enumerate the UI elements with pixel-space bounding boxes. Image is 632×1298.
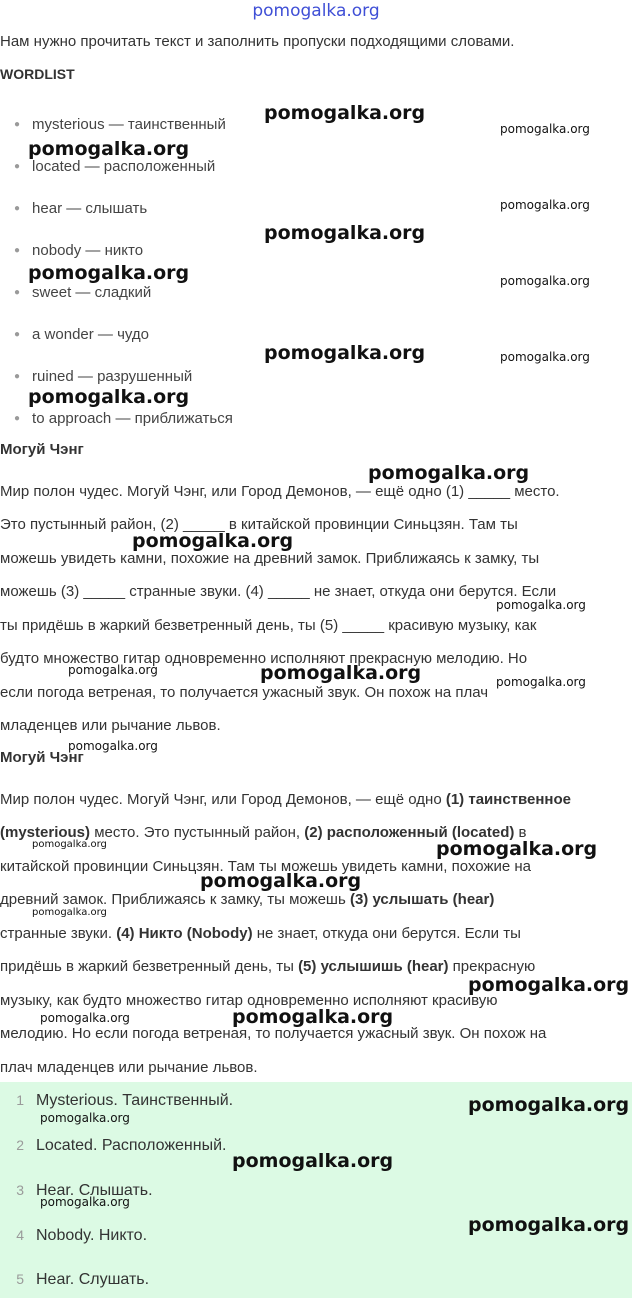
solution-line: плач младенцев или рычание львов. [0,1059,258,1076]
task-line: можешь увидеть камни, похожие на древний замок. Приближаясь к замку, ты [0,550,540,567]
watermark: pomogalka.org [132,530,294,552]
watermark: pomogalka.org [32,907,107,918]
task-line: Это пустынный район, (2) _____ в китайской провинции Синьцзян. Там ты [0,516,518,533]
watermark: pomogalka.org [500,274,590,288]
wordlist-item [14,158,215,175]
bullet-icon: ● [14,287,21,298]
wordlist-item-text: located — расположенный [32,158,216,175]
solution-line: Мир полон чудес. Могуй Чэнг, или Город Демонов, — ещё одно (1) таинственное [0,791,571,808]
watermark: pomogalka.org [68,739,158,753]
solution-line: китайской провинции Синьцзян. Там ты можешь увидеть камни, похожие на [0,858,531,875]
watermark: pomogalka.org [28,386,190,408]
wordlist-item-text: nobody — никто [32,242,144,259]
watermark: pomogalka.org [264,102,426,124]
watermark: pomogalka.org [32,839,107,850]
filled-answer: (mysterious) [0,824,91,841]
bullet-icon: ● [14,245,21,256]
answer-text: Hear. Слышать. [36,1182,153,1199]
watermark: pomogalka.org [264,342,426,364]
task-title: Могуй Чэнг [0,441,84,458]
task-line: будто множество гитар одновременно исполняют прекрасную мелодию. Но [0,650,528,667]
wordlist-item-text: sweet — сладкий [32,284,152,301]
watermark: pomogalka.org [436,838,598,860]
answer-row [0,1092,233,1110]
wordlist-item [14,242,143,259]
wordlist-item-text: ruined — разрушенный [32,368,193,385]
watermark: pomogalka.org [368,462,530,484]
watermark: pomogalka.org [232,1150,394,1172]
watermark: pomogalka.org [500,350,590,364]
watermark: pomogalka.org [40,1195,130,1209]
bullet-icon: ● [14,203,21,214]
answer-number: 5 [16,1271,24,1287]
wordlist-item [14,284,151,301]
answer-row [0,1227,147,1245]
filled-answer: (1) таинственное [445,791,571,808]
wordlist-item-text: to approach — приближаться [32,410,233,427]
watermark: pomogalka.org [264,222,426,244]
wordlist-item-text: hear — слышать [32,200,148,217]
solution-line: древний замок. Приближаясь к замку, ты можешь (3) услышать (hear) [0,891,495,908]
task-line: ты придёшь в жаркий безветренный день, ты (5) _____ красивую музыку, как [0,617,537,634]
answer-text: Nobody. Никто. [36,1227,148,1244]
filled-answer: (2) расположенный (located) [304,824,515,841]
answer-number: 1 [16,1092,24,1108]
wordlist-item [14,368,192,385]
task-line: можешь (3) _____ странные звуки. (4) _____ не знает, откуда они берутся. Если [0,583,557,600]
bullet-icon: ● [14,161,21,172]
watermark: pomogalka.org [40,1111,130,1125]
filled-answer: (3) услышать (hear) [349,891,495,908]
solution-line: странные звуки. (4) Никто (Nobody) не знает, откуда они берутся. Если ты [0,925,521,942]
answer-number: 2 [16,1137,24,1153]
watermark: pomogalka.org [200,870,362,892]
watermark: pomogalka.org [28,262,190,284]
wordlist-item [14,326,149,343]
task-line: младенцев или рычание львов. [0,717,221,734]
bullet-icon: ● [14,413,21,424]
bullet-icon: ● [14,119,21,130]
task-line: если погода ветреная, то получается ужасный звук. Он похож на плач [0,684,489,701]
task-line: Мир полон чудес. Могуй Чэнг, или Город Демонов, — ещё одно (1) _____ место. [0,483,560,500]
answer-text: Located. Расположенный. [36,1137,227,1154]
bullet-icon: ● [14,329,21,340]
filled-answer: (4) Никто (Nobody) [116,925,253,942]
watermark: pomogalka.org [500,122,590,136]
watermark: pomogalka.org [28,138,190,160]
watermark: pomogalka.org [468,1214,630,1236]
solution-title: Могуй Чэнг [0,749,84,766]
wordlist-heading: WORDLIST [0,66,75,82]
intro-text: Нам нужно прочитать текст и заполнить пропуски подходящими словами. [0,33,515,50]
watermark: pomogalka.org [40,1011,130,1025]
wordlist-item [14,200,147,217]
answer-text: Mysterious. Таинственный. [36,1092,234,1109]
wordlist-item [14,410,233,427]
answer-text: Hear. Слушать. [36,1271,150,1288]
solution-line: (mysterious) место. Это пустынный район, (2) расположенный (located) в [0,824,527,841]
wordlist-item-text: a wonder — чудо [32,326,149,343]
solution-line: музыку, как будто множество гитар одновременно исполняют красивую [0,992,498,1009]
wordlist-item [14,116,226,133]
watermark: pomogalka.org [496,598,586,612]
watermark: pomogalka.org [496,675,586,689]
watermark: pomogalka.org [500,198,590,212]
watermark: pomogalka.org [68,663,158,677]
watermark: pomogalka.org [468,974,630,996]
solution-line: мелодию. Но если погода ветреная, то получается ужасный звук. Он похож на [0,1025,547,1042]
filled-answer: (5) услышишь (hear) [298,958,449,975]
watermark: pomogalka.org [232,1006,394,1028]
wordlist-item-text: mysterious — таинственный [32,116,226,133]
site-header-link[interactable]: pomogalka.org [252,1,380,21]
solution-line: придёшь в жаркий безветренный день, ты (5) услышишь (hear) прекрасную [0,958,536,975]
watermark: pomogalka.org [468,1094,630,1116]
answer-number: 3 [16,1182,24,1198]
answer-number: 4 [16,1227,24,1243]
watermark: pomogalka.org [260,662,422,684]
bullet-icon: ● [14,371,21,382]
answer-row [0,1271,149,1289]
answer-row [0,1137,226,1155]
